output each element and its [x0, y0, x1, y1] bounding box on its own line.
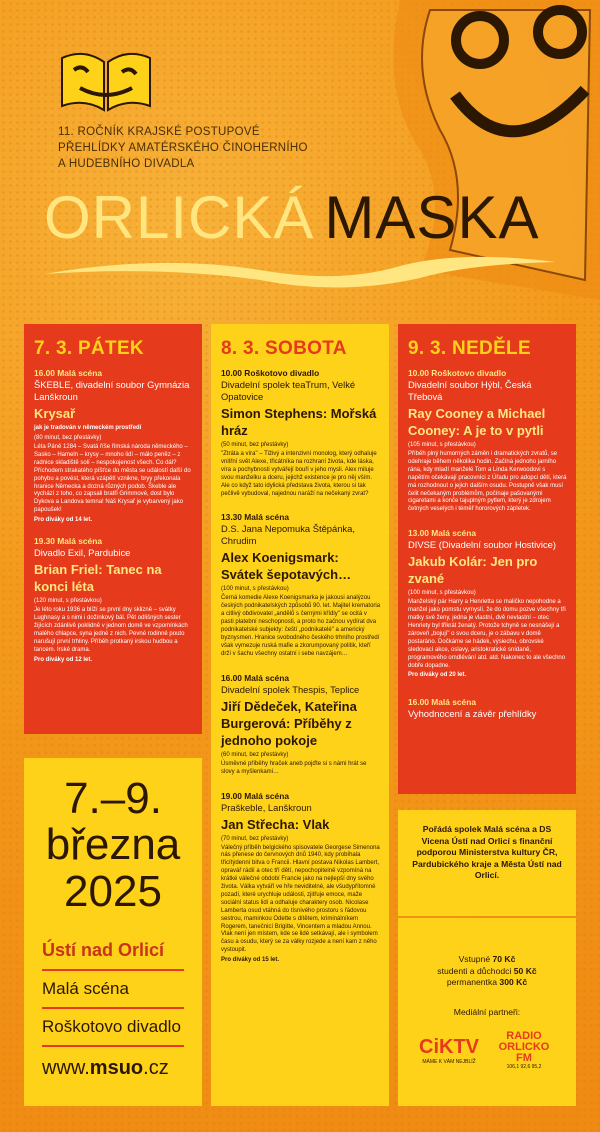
- event-item: [24, 368, 202, 530]
- event-title: Simon Stephens: Mořská hráz: [221, 406, 377, 438]
- date-year: 2025: [64, 867, 162, 916]
- website-suffix: .cz: [143, 1057, 169, 1079]
- fee-standard-label: Vstupné: [458, 954, 493, 964]
- fee-reduced-value: 50 Kč: [513, 965, 537, 976]
- event-title: Ray Cooney a Michael Cooney: A je to v pytli: [408, 406, 546, 438]
- event-title: Jan Střecha: Vlak: [221, 816, 330, 832]
- event-ensemble: ŠKEBLE, divadelní soubor Gymnázia Lanškroun: [34, 379, 190, 402]
- organizer-box: [398, 810, 576, 916]
- event-title: Brian Friel: Tanec na konci léta: [34, 562, 162, 595]
- event-time: 13.30 Malá scéna: [221, 512, 289, 523]
- event-ensemble: DIVSE (Divadelní soubor Hostivice): [408, 539, 556, 551]
- title-swoosh: [40, 244, 560, 294]
- day-column-saturday: [211, 324, 389, 1106]
- partner-radio-frequencies: 106,1 92,6 95,2: [506, 1063, 542, 1070]
- event-length: (100 minut, s přestávkou): [221, 586, 289, 593]
- day-title: 9. 3. NEDĚLE: [408, 338, 531, 359]
- event-age-limit: Pro diváky od 20 let.: [408, 672, 467, 679]
- event-ensemble: Divadelní spolek teaTrum, Velké Opatovice: [221, 379, 356, 402]
- fees-partners-box: [398, 918, 576, 1106]
- event-title: Alex Koenigsmark: Svátek šepotavých…: [221, 550, 352, 583]
- event-age-limit: Pro diváky od 14 let.: [34, 517, 93, 524]
- event-description: Manželský pár Harry a Henrietta se maličko nepohodne a manžel jako pomstu vymyslí, že do domu pozve všechny tři matky své ženy, jedna je vlastní, dvě nevlastní – otec Henriety byl třikrát ženatý. Protože tchyně se nesnášejí a zároveň „bojují" o svou dceru, je o zábavu v domě postaráno. Dočkáme se hádek, výsiechu, obrovské sledovací akce, oslavy, aristokratické snídaně, programového omdlévání atd. atd. Nakonec to ale všechno dobře dopadne.: [408, 599, 566, 669]
- event-age-limit: Pro diváky od 12 let.: [34, 656, 93, 663]
- event-length: (60 minut, bez přestávky): [221, 751, 289, 758]
- day-column-sunday: [398, 324, 576, 794]
- website-domain: msuo: [89, 1057, 144, 1079]
- organizer-text: Pořádá spolek Malá scéna a DS Vicena Ústí nad Orlicí s finanční podporou Ministerstva kultury ČR, Pardubického kraje a Města Ústí nad Orlicí.: [412, 824, 562, 880]
- event-description: Úsměvné příběhy hraček aneb pojďte si s námi hrát se slovy a myšlenkami…: [221, 760, 367, 775]
- event-length: (100 minut, s přestávkou): [408, 590, 476, 597]
- event-subtitle: jak je tradován v německém prostředí: [34, 425, 142, 431]
- event-ensemble: Divadlo Exil, Pardubice: [34, 547, 131, 559]
- website-prefix: www.: [42, 1057, 90, 1079]
- day-title: 8. 3. SOBOTA: [221, 338, 347, 359]
- fee-pass-value: 300 Kč: [499, 977, 528, 987]
- event-item: [24, 536, 202, 669]
- event-age-limit: Pro diváky od 15 let.: [221, 957, 280, 964]
- subtitle-line-3: A HUDEBNÍHO DIVADLA: [58, 158, 195, 170]
- fee-pass-label: permanentka: [446, 977, 500, 987]
- event-ensemble: Divadelní spolek Thespis, Teplice: [221, 683, 360, 695]
- venue-roskotovo: Roškotovo divadlo: [42, 1017, 184, 1047]
- fee-pass: [398, 977, 576, 989]
- event-title: Jakub Kolár: Jen pro zvané: [408, 554, 538, 587]
- fee-standard: [398, 954, 576, 966]
- event-ensemble: Praškeble, Lanškroun: [221, 801, 312, 813]
- event-ensemble: D.S. Jana Nepomuka Štěpánka, Chrudim: [221, 523, 355, 547]
- fee-reduced-label: studenti a důchodci: [437, 965, 514, 976]
- partner-radio-name: RADIO ORLICKO FM: [498, 1029, 550, 1064]
- event-ensemble: Vyhodnocení a závěr přehlídky: [408, 708, 537, 720]
- partner-radio-logo: [493, 1031, 555, 1070]
- date-month: března: [45, 820, 181, 869]
- subtitle-line-1: 11. ROČNÍK KRAJSKÉ POSTUPOVÉ: [58, 126, 260, 138]
- partner-cik-tagline: MÁME K VÁM NEJBLÍŽ: [422, 1058, 476, 1065]
- event-time: 16.00 Malá scéna: [221, 672, 289, 683]
- event-item: [211, 791, 389, 971]
- event-length: (70 minut, bez přestávky): [221, 835, 289, 842]
- event-description: Černá komedie Alexe Koenigsmarka je jakousi analýzou českých podnikatelských způsobů 90. let. Majitel krematoria a citlivý obdivovatel „andělů s černými křídly" se ocitá v pasti platební neschopnosti, a proto ho začnou vydírat dva podnikatelské subjekty: čeští „podnikatelé" a americký byznysmen. Hranice svobodného českého trhního prostředí však vymezuje ruská mafie a zkorumpovaný politik, kteří drží v šachu všechny ostatní i sebe navzájem…: [221, 595, 381, 657]
- event-title: Jiří Dědeček, Kateřina Burgerová: Příběhy z jednoho pokoje: [221, 698, 357, 748]
- event-description: Příběh plný humorných záměn i dramatických zvratů, se odehraje během několika hodin. Začíná jednoho jarního rána, kdy mladí manželé Tom a Linda Kerwoodovi s napětím očekávají pracovníci z Úřadu pro adopci dětí, která má rozhodnout o jejich dalším osudu. Postupně však musí čelit nečekaným problémům, počínaje pašovanými cigaretami a konče tajuplným pytlem, který je zdrojem četných veselých i téměř hororových zápletek.: [408, 451, 567, 513]
- event-ensemble: Divadelní soubor Hýbl, Česká Třebová: [408, 379, 532, 402]
- book-mask-logo: [56, 48, 156, 116]
- event-description: Léta Páně 1284 – Svatá říše římská národa německého – Sasko – Hameln – krysy – mnoho lidí – málo peněz – z radnice skladiště solí – nespokojenost všech. Co dál? Příchodem strakatého píšťce do města se událostí další do pohybu a povést, která vzápětí vznikne, bryy překonala hranice Německa a dozná různých podob. Škeble ale vychází z toho, co zapsali bratři Grimmové, dost bylo Dykova a Landova temna! Náš Krysař je vybarvený jako papoušek!: [34, 444, 191, 514]
- day-title: 7. 3. PÁTEK: [34, 338, 144, 359]
- event-time: 16.00 Malá scéna: [408, 697, 476, 708]
- event-time: 13.00 Malá scéna: [408, 528, 476, 539]
- event-item: [211, 368, 389, 504]
- date-range: 7.–9.: [64, 774, 162, 823]
- event-time: 16.00 Malá scéna: [34, 368, 102, 378]
- event-item: [398, 697, 576, 726]
- festival-title: [44, 184, 540, 251]
- subtitle-line-2: PŘEHLÍDKY AMATÉRSKÉHO ČINOHERNÍHO: [58, 142, 308, 154]
- event-time: 10.00 Roškotovo divadlo: [408, 368, 507, 378]
- fee-standard-value: 70 Kč: [492, 954, 516, 964]
- event-time: 19.30 Malá scéna: [34, 536, 102, 547]
- event-item: [398, 528, 576, 685]
- event-title: Krysař: [34, 406, 76, 421]
- festival-subtitle: [58, 124, 358, 172]
- partner-cik-name: CiKTV: [419, 1035, 479, 1058]
- event-length: (80 minut, bez přestávky): [34, 435, 102, 441]
- event-length: (120 minut, s přestávkou): [34, 598, 102, 605]
- event-item: [398, 368, 576, 520]
- fee-reduced: [398, 966, 576, 978]
- event-length: (50 minut, bez přestávky): [221, 442, 289, 448]
- title-orlicka: ORLICKÁ: [44, 184, 315, 251]
- partners-logos: [398, 1031, 576, 1070]
- event-item: [211, 512, 389, 664]
- partners-label: Mediální partneři:: [453, 1006, 521, 1017]
- website-link[interactable]: [42, 1057, 184, 1080]
- event-length: (105 minut, s přestávkou): [408, 442, 476, 448]
- venue-town: Ústí nad Orlicí: [42, 940, 184, 971]
- day-column-friday: [24, 324, 202, 734]
- event-description: "Ztráta a víra" – Tiživý a intenzivní monolog, který odhaluje vnitřní svět Alexe, třicátníka na rozhraní života, kde láska, víra a pochybnosti vytvářejí bouři v jeho mysli. Alex miluje svou manželku a dceru, jejichž existence je pro něj vším. Ale co když tato idylická představa života, kterou si tak pečlivě vybudoval, najednou naráží na nečekaný zvrat?: [221, 451, 377, 497]
- event-description: Je léto roku 1936 a blíží se první dny sklizně – svátky Lughnasy a s nimi i dožínkový bál. Pět odlišných sester žijících zdánlivě poklidně v jednom domě ve vzpomínkách malého chlapce, syna jedné z nich. Pevné rodinné pouto narušují první trhliny. Příběh protkaný irskou hudbou a tancem. Irské drama.: [34, 607, 188, 653]
- event-time: 19.00 Malá scéna: [221, 790, 289, 801]
- title-maska: MASKA: [324, 184, 540, 251]
- event-description: Válečný příběh belgického spisovatele Georgese Simenona nás přenese do červnových dnů 1940, kdy probíhala třicítýdenní bitva o Francii. Hlavní postava Nikolas Lambert, opravář rádií a otec tří dětí, nepochopitelně vzpomíná na krátké válečné období Francie jako na nejlepší dny svého života. Válka vytváří ve hře neviditelné, ale všudypřítomné pozadí, které urychluje události, zjitřuje emoce, maže sociální status lidí a odhaluje charaktery osob. Nicolase Lamberta osud vtáhná do tísnivého prostoru s řádovou sestrou, maminkou Odette s dítětem, kriminálníkem Rogerem, tanečnicí Brigitte, Vincentem a mladou Annou. Vlak není jen místem, kde se lidé setkávají, ale i symbolem času a osudu, který se za války rozjede a není kam z něho vystoupit.: [221, 844, 380, 954]
- partner-cik-logo: [419, 1036, 479, 1065]
- venue-mala-scena: Malá scéna: [42, 979, 184, 1009]
- event-time: 10.00 Roškotovo divadlo: [221, 368, 320, 378]
- date-venue-box: [24, 758, 202, 1106]
- event-item: [211, 673, 389, 783]
